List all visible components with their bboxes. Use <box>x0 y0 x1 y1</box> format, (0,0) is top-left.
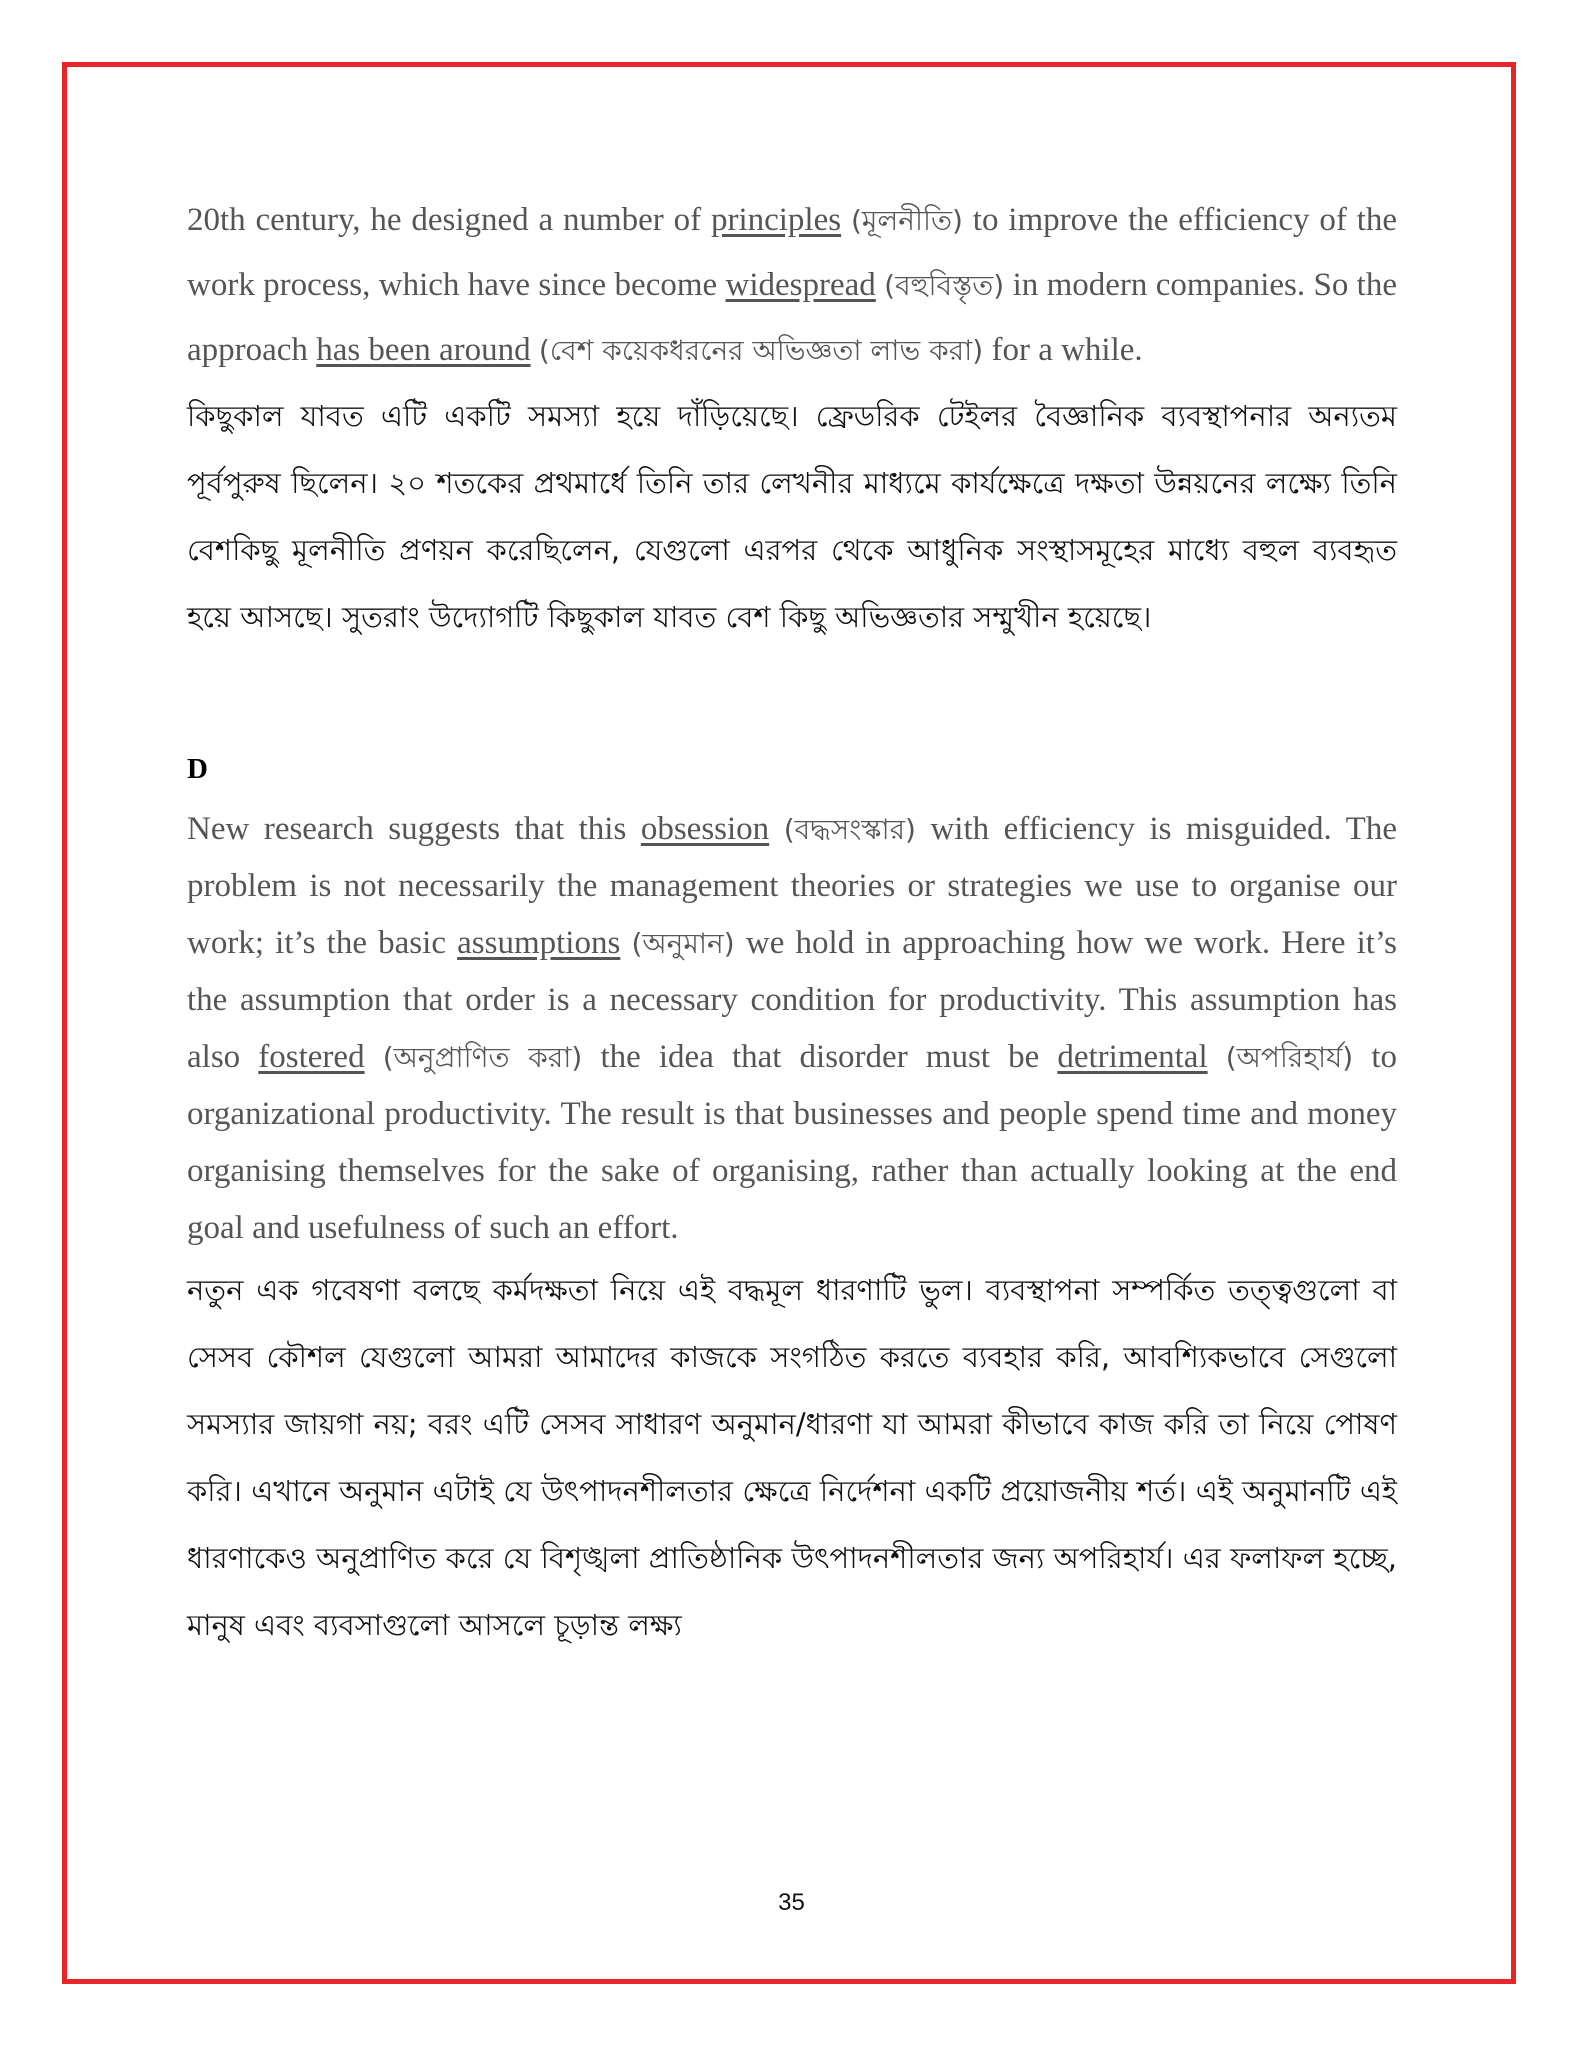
paragraph-d-english <box>187 801 1397 1257</box>
vocab-gloss: (অপরিহার্য) <box>1225 1041 1354 1074</box>
vocab-gloss: (অনুমান) <box>631 927 735 960</box>
vocab-word-detrimental: detrimental <box>1057 1039 1208 1075</box>
text-run: New research suggests that this <box>187 811 641 847</box>
vocab-word-assumptions: assumptions <box>457 925 621 961</box>
vocab-word-widespread: widespread <box>725 267 876 303</box>
vocab-word-fostered: fostered <box>258 1039 365 1075</box>
vocab-gloss: (বহুবিস্তৃত) <box>884 269 1005 302</box>
vocab-word-obsession: obsession <box>640 811 770 847</box>
text-run: the idea that disorder must be <box>582 1039 1058 1075</box>
vocab-word-principles: principles <box>710 202 842 238</box>
vocab-gloss: (অনুপ্রাণিত করা) <box>382 1041 583 1074</box>
text-run: to organizational productivity. The result is that businesses and people spend time and money organising themselves for the sake of organising, rather than actually looking at the end goal and usefulness of such an effort. <box>187 1039 1397 1246</box>
text-run: for a while. <box>983 332 1143 368</box>
text-run: with efficiency is misguided. The problem is not necessarily the management theories or strategies we use to organise our work; it’s the basic <box>187 811 1397 961</box>
spacer <box>187 651 1397 749</box>
paragraph-c-english <box>187 188 1397 383</box>
page-number: 35 <box>778 1889 805 1916</box>
vocab-gloss: (বেশ কয়েকধরনের অভিজ্ঞতা লাভ করা) <box>538 334 984 367</box>
paragraph-c-bangla: কিছুকাল যাবত এটি একটি সমস্যা হয়ে দাঁড়িয়েছে। ফ্রেডরিক টেইলর বৈজ্ঞানিক ব্যবস্থাপনার অন্যতম পূর্বপুরুষ ছিলেন। ২০ শতকের প্রথমার্ধে তিনি তার লেখনীর মাধ্যমে কার্যক্ষেত্রে দক্ষতা উন্নয়নের লক্ষ্যে তিনি বেশকিছু মূলনীতি প্রণয়ন করেছিলেন, যেগুলো এরপর থেকে আধুনিক সংস্থাসমূহের মাধ্যে বহুল ব্যবহৃত হয়ে আসছে। সুতরাং উদ্যোগটি কিছুকাল যাবত বেশ কিছু অভিজ্ঞতার সম্মুখীন হয়েছে। <box>187 399 1397 634</box>
text-run: to improve the efficiency of the work process, which have since become <box>187 202 1398 303</box>
text-run: in modern companies. So the approach <box>187 267 1397 368</box>
page-content <box>187 188 1397 1659</box>
text-run: 20th century, he designed a number of <box>187 202 711 238</box>
vocab-gloss: (মূলনীতি) <box>850 204 963 237</box>
vocab-gloss: (বদ্ধসংস্কার) <box>783 813 916 846</box>
vocab-word-has-been-around: has been around <box>316 332 531 368</box>
text-run: we hold in approaching how we work. Here it’s the assumption that order is a necessary condition for productivity. This assumption has also <box>187 925 1397 1075</box>
paragraph-d-bangla: নতুন এক গবেষণা বলছে কর্মদক্ষতা নিয়ে এই বদ্ধমূল ধারণাটি ভুল। ব্যবস্থাপনা সম্পর্কিত তত্ত্বগুলো বা সেসব কৌশল যেগুলো আমরা আমাদের কাজকে সংগঠিত করতে ব্যবহার করি, আবশ্যিকভাবে সেগুলো সমস্যার জায়গা নয়; বরং এটি সেসব সাধারণ অনুমান/ধারণা যা আমরা কীভাবে কাজ করি তা নিয়ে পোষণ করি। এখানে অনুমান এটাই যে উৎপাদনশীলতার ক্ষেত্রে নির্দেশনা একটি প্রয়োজনীয় শর্ত। এই অনুমানটি এই ধারণাকেও অনুপ্রাণিত করে যে বিশৃঙ্খলা প্রাতিষ্ঠানিক উৎপাদনশীলতার জন্য অপরিহার্য। এর ফলাফল হচ্ছে, মানুষ এবং ব্যবসাগুলো আসলে চূড়ান্ত লক্ষ্য <box>187 1273 1397 1642</box>
section-heading-d: D <box>187 753 208 785</box>
